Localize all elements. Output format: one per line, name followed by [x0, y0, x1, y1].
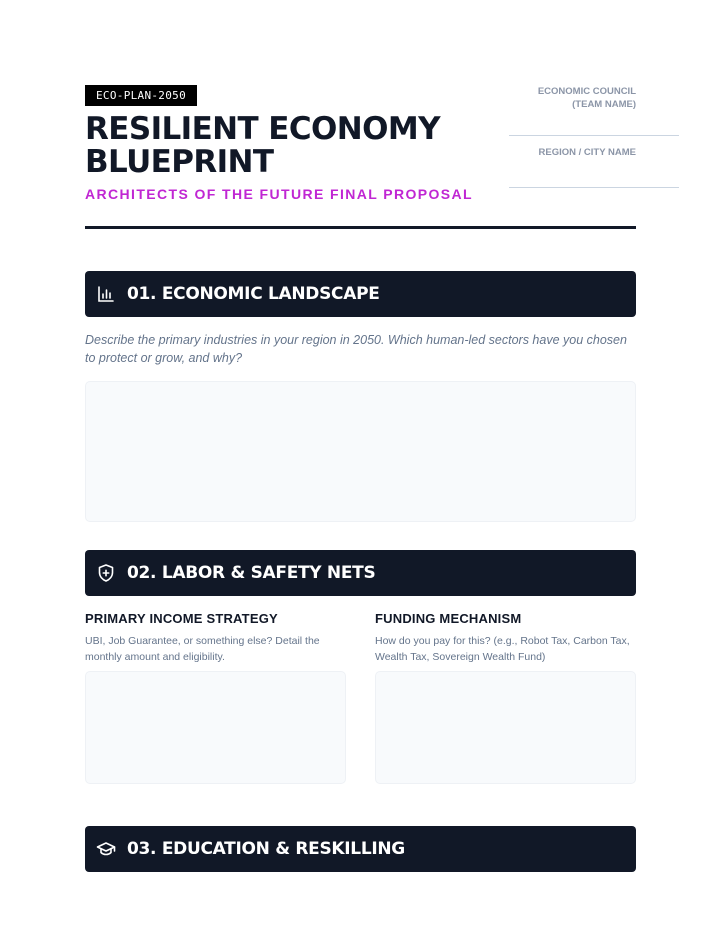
bar-chart-icon	[96, 284, 116, 304]
income-strategy-heading: PRIMARY INCOME STRATEGY	[85, 611, 278, 626]
section-title: 03. EDUCATION & RESKILLING	[127, 839, 405, 859]
section-prompt: Describe the primary industries in your region in 2050. Which human-led sectors have you chosen to protect or grow, and why?	[85, 333, 627, 365]
header-divider	[85, 226, 636, 229]
region-name-field[interactable]	[509, 146, 679, 188]
header-fields	[509, 85, 679, 188]
funding-mechanism-description: How do you pay for this? (e.g., Robot Tax, Carbon Tax, Wealth Tax, Sovereign Wealth Fund)	[375, 635, 630, 663]
section-education-reskilling	[85, 826, 636, 872]
team-name-field[interactable]	[509, 85, 679, 136]
income-strategy-description: UBI, Job Guarantee, or something else? Detail the monthly amount and eligibility.	[85, 635, 320, 663]
document-header	[85, 85, 636, 230]
document-title: RESILIENT ECONOMY BLUEPRINT	[85, 111, 440, 180]
shield-plus-icon	[96, 563, 116, 583]
section-economic-landscape	[85, 271, 636, 317]
section-labor-safety-nets	[85, 550, 636, 596]
section-title: 01. ECONOMIC LANDSCAPE	[127, 284, 380, 304]
graduation-cap-icon	[96, 839, 116, 859]
region-name-label: REGION / CITY NAME	[538, 147, 636, 158]
income-strategy-answer-box[interactable]	[85, 671, 346, 784]
team-name-label: ECONOMIC COUNCIL (TEAM NAME)	[537, 86, 636, 110]
economic-landscape-answer-box[interactable]	[85, 381, 636, 522]
section-title: 02. LABOR & SAFETY NETS	[127, 563, 376, 583]
plan-code-badge: ECO-PLAN-2050	[85, 85, 197, 106]
document-subtitle: ARCHITECTS OF THE FUTURE FINAL PROPOSAL	[85, 186, 474, 202]
funding-mechanism-answer-box[interactable]	[375, 671, 636, 784]
funding-mechanism-heading: FUNDING MECHANISM	[375, 611, 522, 626]
